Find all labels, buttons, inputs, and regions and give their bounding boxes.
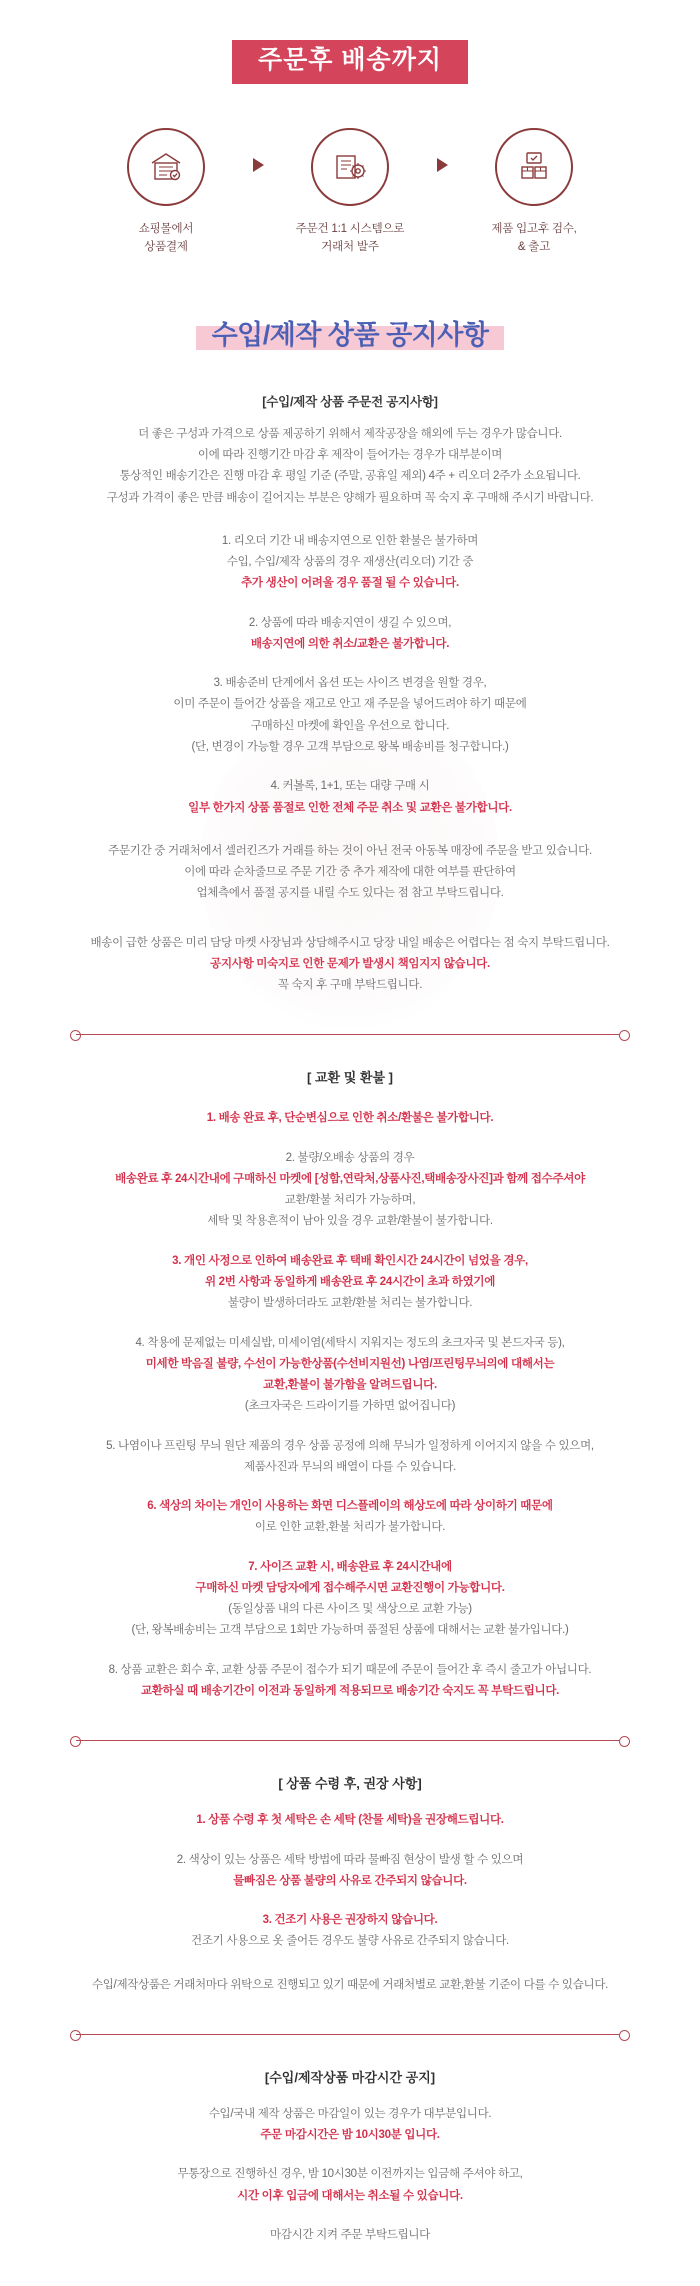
text-line: 교환,환불이 불가함을 알려드립니다. <box>263 1379 437 1392</box>
text-line: 물빠짐은 상품 불량의 사유로 간주되지 않습니다. <box>233 1874 467 1887</box>
notice-item <box>0 1148 700 1233</box>
step-2 <box>275 128 425 258</box>
text-line: 이에 따라 순차줄므로 주문 기간 중 추가 제작에 대한 여부를 판단하여 <box>184 866 516 879</box>
text-line: 배송지연에 의한 취소/교환은 불가합니다. <box>250 637 450 650</box>
text-line: 교환하실 때 배송기간이 이전과 동일하게 적용되므로 배송기간 숙지도 꼭 부탁드립니다. <box>140 1684 560 1697</box>
text-line: 1. 상품 수령 후 첫 세탁은 손 세탁 (찬물 세탁)을 권장해드립니다. <box>196 1814 504 1827</box>
exchange-heading: [ 교환 및 환불 ] <box>307 1070 393 1086</box>
notice-item <box>0 1108 700 1129</box>
text-line: 구매하신 마켓에 확인을 우선으로 합니다. <box>250 719 450 732</box>
text-line: 공지사항 미숙지로 인한 문제가 발생시 책임지지 않습니다. <box>210 957 490 970</box>
notice-item <box>0 1810 700 1831</box>
notice-item <box>0 1251 700 1315</box>
section-title <box>196 319 505 351</box>
text-line: 위 2번 사항과 동일하게 배송완료 후 24시간이 초과 하였기에 <box>204 1276 496 1288</box>
inspection-shipping-icon <box>495 128 573 206</box>
banner-section <box>0 0 700 84</box>
text-line: 1. 리오더 기간 내 배송지연으로 인한 환불은 불가하며 <box>221 534 479 547</box>
notice-item <box>0 1333 700 1418</box>
exchange-items <box>0 1108 700 1702</box>
text-line: 교환/환불 처리가 가능하며, <box>284 1194 416 1207</box>
care-items <box>0 1810 700 1952</box>
notice-item <box>0 1850 700 1893</box>
process-steps <box>0 128 700 258</box>
divider-line <box>76 2034 624 2035</box>
divider-dot-right <box>619 2030 630 2041</box>
notice-item <box>0 613 700 656</box>
divider-1 <box>70 1030 630 1039</box>
text-line: 주문 마감시간은 밤 10시30분 입니다. <box>260 2129 440 2142</box>
text-line: 3. 배송준비 단계에서 옵션 또는 사이즈 변경을 원할 경우, <box>213 677 487 690</box>
step-3 <box>459 128 609 258</box>
text-line: 2. 불량/오배송 상품의 경우 <box>285 1151 415 1164</box>
text-line: 3. 개인 사정으로 인하여 배송완료 후 택배 확인시간 24시간이 넘었을 경우, <box>172 1254 528 1267</box>
notice-item <box>0 673 700 758</box>
arrow-icon-2 <box>425 128 459 202</box>
text-line: 7. 사이즈 교환 시, 배송완료 후 24시간내에 <box>248 1560 452 1573</box>
text-line: 업체측에서 품절 공지를 내릴 수도 있다는 점 참고 부탁드립니다. <box>196 887 504 900</box>
deadline-heading: [수입/제작상품 마감시간 공지] <box>264 2069 436 2085</box>
notice-section <box>0 392 700 997</box>
text-line: 구성과 가격이 좋은 만큼 배송이 길어지는 부분은 양해가 필요하며 꼭 숙지 후 구매해 주시기 바랍니다. <box>106 491 594 504</box>
text-line: 수입/국내 제작 상품은 마감일이 있는 경우가 대부분입니다. <box>208 2107 492 2120</box>
care-footer: 수입/제작상품은 거래처마다 위탁으로 진행되고 있기 때문에 거래처별로 교환,환불 기준이 다를 수 있습니다. <box>91 1978 609 1991</box>
text-line: 1. 배송 완료 후, 단순변심으로 인한 취소/환불은 불가합니다. <box>206 1112 494 1125</box>
text-line: 수입, 수입/제작 상품의 경우 재생산(리오더) 기간 중 <box>226 556 474 569</box>
text-line: 꼭 숙지 후 구매 부탁드립니다. <box>277 979 423 992</box>
text-line: 이미 주문이 들어간 상품을 재고로 안고 재 주문을 넣어드려야 하기 때문에 <box>173 698 527 711</box>
divider-dot-left <box>70 2030 81 2041</box>
notice-closing-1 <box>0 841 700 905</box>
notice-item <box>0 1436 700 1479</box>
care-heading: [ 상품 수령 후, 권장 사항] <box>278 1776 422 1792</box>
text-line: 배송완료 후 24시간내에 구매하신 마켓에 [성함,연락처,상품사진,택배송장사진]과 함께 접수주셔야 <box>115 1172 585 1185</box>
step-2-label: 주문건 1:1 시스템으로 거래처 발주 <box>295 222 405 254</box>
deadline-lines-2 <box>0 2164 700 2207</box>
text-line: 배송이 급한 상품은 미리 담당 마켓 사장님과 상담해주시고 당장 내일 배송은 어렵다는 점 숙지 부탁드립니다. <box>90 936 610 949</box>
text-line: 2. 상품에 따라 배송지연이 생길 수 있으며, <box>248 616 452 629</box>
text-line: 주문기간 중 거래처에서 셀러킨즈가 거래를 하는 것이 아닌 전국 아동복 매장에 주문을 받고 있습니다. <box>108 844 592 857</box>
exchange-section <box>0 1067 700 1702</box>
care-section <box>0 1773 700 1996</box>
text-line: 2. 색상이 있는 상품은 세탁 방법에 따라 물빠짐 현상이 발생 할 수 있으며 <box>176 1853 524 1866</box>
notice-intro <box>0 424 700 509</box>
text-line: 3. 건조기 사용은 권장하지 않습니다. <box>262 1914 438 1927</box>
notice-item <box>0 776 700 819</box>
text-line: 일부 한가지 상품 품절로 인한 전체 주문 취소 및 교환은 불가합니다. <box>188 801 512 814</box>
divider-line <box>76 1034 624 1035</box>
text-line: 6. 색상의 차이는 개인이 사용하는 화면 디스플레이의 해상도에 따라 상이하기 때문에 <box>147 1500 553 1513</box>
notice-item <box>0 1910 700 1953</box>
text-line: 구매하신 마켓 담당자에게 접수해주시면 교환진행이 가능합니다. <box>195 1581 505 1594</box>
page-title: 주문후 배송까지 <box>232 40 468 84</box>
text-line: 추가 생산이 어려울 경우 품절 될 수 있습니다. <box>241 577 459 590</box>
text-line: (초크자국은 드라이기를 가하면 없어집니다) <box>244 1400 456 1413</box>
divider-line <box>76 1740 624 1741</box>
step-1-label: 쇼핑몰에서 상품결제 <box>138 222 194 254</box>
text-line: 제품사진과 무늬의 배열이 다를 수 있습니다. <box>244 1460 456 1473</box>
text-line: 시간 이후 입금에 대해서는 취소될 수 있습니다. <box>237 2189 463 2202</box>
text-line: (단, 왕복배송비는 고객 부담으로 1회만 가능하며 품절된 상품에 대해서는 교환 불가입니다.) <box>131 1624 569 1637</box>
step-3-label: 제품 입고후 검수, & 출고 <box>491 222 577 254</box>
text-line: 8. 상품 교환은 회수 후, 교환 상품 주문이 접수가 되기 때문에 주문이 들어간 후 즉시 줄고가 아닙니다. <box>108 1663 592 1676</box>
divider-3 <box>70 2030 630 2039</box>
deadline-footer: 마감시간 지켜 주문 부탁드립니다 <box>269 2228 430 2241</box>
text-line: (단, 변경이 가능할 경우 고객 부담으로 왕복 배송비를 청구합니다.) <box>191 741 509 754</box>
step-1 <box>91 128 241 258</box>
text-line: 5. 나염이나 프린팅 무늬 원단 제품의 경우 상품 공정에 의해 무늬가 일정하게 이어지지 않을 수 있으며, <box>106 1439 594 1452</box>
store-payment-icon <box>127 128 205 206</box>
divider-2 <box>70 1736 630 1745</box>
notice-item <box>0 1660 700 1703</box>
section-title-wrap <box>0 319 700 351</box>
text-line: (동일상품 내의 다른 사이즈 및 색상으로 교환 가능) <box>228 1603 472 1616</box>
text-line: 건조기 사용으로 옷 줄어든 경우도 불량 사유로 간주되지 않습니다. <box>191 1935 509 1948</box>
text-line: 이로 인한 교환,환불 처리가 불가합니다. <box>254 1521 446 1534</box>
notice-heading: [수입/제작 상품 주문전 공지사항] <box>262 394 438 409</box>
section-title-text: 수입/제작 상품 공지사항 <box>211 320 489 351</box>
notice-item <box>0 531 700 595</box>
notice-item <box>0 1557 700 1642</box>
text-line: 미세한 박음질 불량, 수선이 가능한상품(수선비지원선) 나염/프린팅무늬의에 대해서는 <box>145 1357 555 1370</box>
order-system-icon <box>311 128 389 206</box>
text-line: 이에 따라 진행기간 마감 후 제작이 들어가는 경우가 대부분이며 <box>197 449 503 462</box>
notice-items <box>0 531 700 819</box>
notice-closing-2 <box>0 933 700 997</box>
arrow-icon-1 <box>241 128 275 202</box>
text-line: 세탁 및 착용흔적이 남아 있을 경우 교환/환불이 불가합니다. <box>207 1215 493 1228</box>
text-line: 무통장으로 진행하신 경우, 밤 10시30분 이전까지는 입금해 주셔야 하고, <box>177 2168 523 2181</box>
text-line: 4. 커볼록, 1+1, 또는 대량 구매 시 <box>270 780 430 793</box>
text-line: 불량이 발생하더라도 교환/환불 처리는 불가합니다. <box>227 1297 473 1310</box>
text-line: 통상적인 배송기간은 진행 마감 후 평일 기준 (주말, 공휴일 제외) 4주 + 리오더 2주가 소요됩니다. <box>119 470 581 483</box>
text-line: 더 좋은 구성과 가격으로 상품 제공하기 위해서 제작공장을 해외에 두는 경우가 많습니다. <box>138 427 562 440</box>
deadline-lines-1 <box>0 2104 700 2147</box>
deadline-section <box>0 2067 700 2246</box>
notice-item <box>0 1496 700 1539</box>
text-line: 4. 착용에 문제없는 미세실밥, 미세이염(세탁시 지워지는 정도의 초크자국 및 본드자국 등), <box>135 1336 565 1349</box>
